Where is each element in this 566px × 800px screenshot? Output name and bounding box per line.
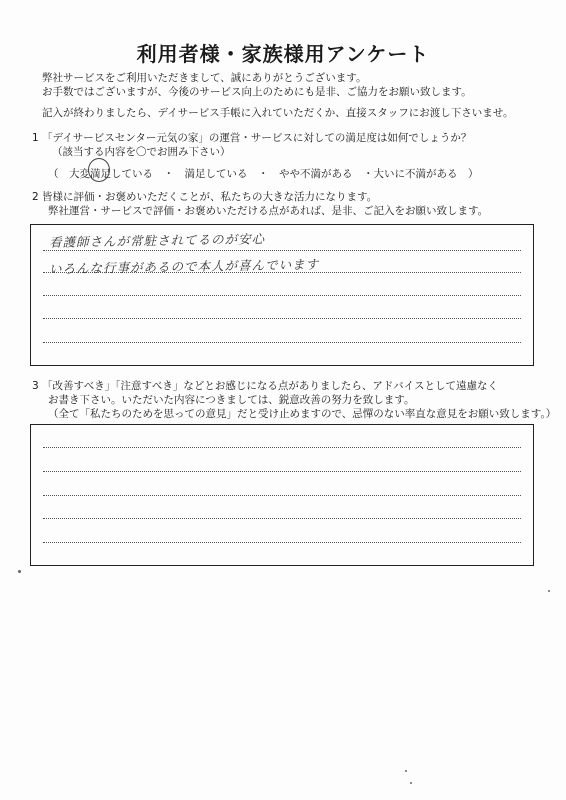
q2-question-line-1: 2 皆様に評価・お褒めいただくことが、私たちの大きな活力になります。 — [32, 191, 378, 203]
q2-answer-box — [30, 224, 534, 366]
page-title: 利用者様・家族様用アンケート — [136, 42, 430, 66]
q3-answer-box — [30, 424, 534, 566]
scan-speck — [18, 570, 21, 573]
q3-question-line-2: お書き下さい。いただいた内容につきましては、鋭意改善の努力を致します。 — [48, 394, 415, 406]
writing-line — [43, 495, 521, 496]
q2-question-line-2: 弊社運営・サービスで評価・お褒めいただける点があれば、是非、ご記入をお願い致します。 — [48, 205, 489, 217]
q3-question-line-3: （全て「私たちのためを思っての意見」だと受け止めますので、忌憚のない率直な意見をお願い致します。） — [48, 408, 557, 420]
writing-line — [43, 342, 521, 343]
writing-line — [43, 447, 521, 448]
intro-line-1: 弊社サービスをご利用いただきまして、誠にありがとうございます。 — [42, 72, 367, 84]
writing-line — [43, 471, 521, 472]
intro-line-2: お手数ではございますが、今後のサービス向上のためにも是非、ご協力をお願い致します。 — [42, 86, 472, 98]
scan-speck — [405, 770, 407, 772]
scan-speck — [548, 590, 550, 592]
intro-line-3: 記入が終わりましたら、デイサービス手帳に入れていただくか、直接スタッフにお渡し下さいませ。 — [42, 107, 514, 119]
q1-options: （ 大変満足している ・ 満足している ・ やや不満がある ・大いに不満がある ） — [48, 168, 479, 180]
q3-question-line-1: 3 「改善すべき」「注意すべき」などとお感じになる点がありましたら、アドバイスとして遠慮なく — [32, 380, 499, 392]
q1-question: 1 「デイサービスセンター元気の家」の運営・サービスに対しての満足度は如何でしょうか？ — [32, 132, 472, 144]
writing-line — [43, 318, 521, 319]
writing-line — [43, 542, 521, 543]
selection-circle — [88, 158, 110, 182]
writing-line — [43, 518, 521, 519]
q1-instruction: （該当する内容を〇でお囲み下さい） — [52, 146, 231, 158]
writing-line — [43, 295, 521, 296]
handwritten-answer-2: いろんな行事があるので本人が喜んでいます — [48, 256, 320, 277]
handwritten-answer-1: 看護師さんが常駐されてるのが安心 — [48, 231, 266, 250]
scan-speck — [410, 782, 412, 784]
writing-line — [43, 250, 521, 251]
